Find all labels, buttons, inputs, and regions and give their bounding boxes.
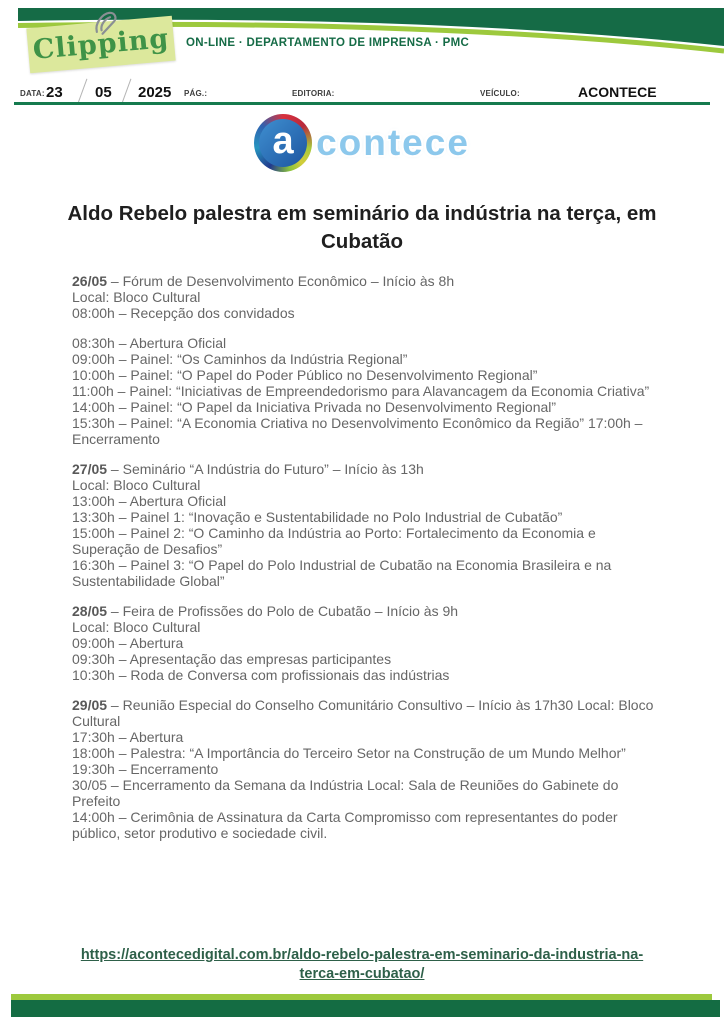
schedule-line: 09:00h – Painel: “Os Caminhos da Indústria Regional” [72,351,408,367]
schedule-line: 10:30h – Roda de Conversa com profissionais das indústrias [72,667,450,683]
department-banner: ON-LINE · DEPARTAMENTO DE IMPRENSA · PMC [186,37,470,49]
schedule-paragraph [72,273,660,321]
schedule-line: 18:00h – Palestra: “A Importância do Terceiro Setor na Construção de um Mundo Melhor” [72,745,626,761]
acontece-logo [0,114,724,172]
schedule-line: 13:00h – Abertura Oficial [72,493,227,509]
schedule-line: 11:00h – Painel: “Iniciativas de Empreendedorismo para Alavancagem da Economia Criativa” [72,383,650,399]
schedule-paragraph [72,461,660,589]
veiculo-value: ACONTECE [578,84,657,100]
schedule-paragraph [72,603,660,683]
date-day: 23 [46,84,63,101]
schedule-line: 26/05 – Fórum de Desenvolvimento Econômico – Início às 8h [72,273,455,289]
schedule-line: 08:00h – Recepção dos convidados [72,305,295,321]
schedule-line: 16:30h – Painel 3: “O Papel do Polo Industrial de Cubatão na Economia Brasileira e na Sustentabilidade Global” [72,557,612,589]
schedule-line: Local: Bloco Cultural [72,477,201,493]
source-link-wrap [62,946,662,984]
schedule-line: 17:30h – Abertura [72,729,184,745]
schedule-line: 15:00h – Painel 2: “O Caminho da Indústria ao Porto: Fortalecimento da Economia e Superação de Desafios” [72,525,596,557]
footer-bar-dark [11,1000,720,1017]
schedule-line: 30/05 – Encerramento da Semana da Indústria Local: Sala de Reuniões do Gabinete do Prefeito [72,777,619,809]
acontece-logo-word: contece [316,122,470,163]
acontece-logo-ball-icon [254,114,312,172]
schedule-line: 14:00h – Painel: “O Papel da Iniciativa Privada no Desenvolvimento Regional” [72,399,557,415]
schedule-line: 09:30h – Apresentação das empresas participantes [72,651,392,667]
acontece-logo-letter: a [259,119,307,167]
schedule-line: 08:30h – Abertura Oficial [72,335,227,351]
schedule-line: 27/05 – Seminário “A Indústria do Futuro” – Início às 13h [72,461,424,477]
veiculo-label: VEÍCULO: [480,89,520,98]
date-label: DATA: [20,89,45,98]
clipping-label: Clipping [31,23,171,66]
meta-divider [14,102,710,105]
schedule-line: 29/05 – Reunião Especial do Conselho Comunitário Consultivo – Início às 17h30 Local: Bloco Cultural [72,697,654,729]
date-year: 2025 [138,84,172,101]
schedule-line: 10:00h – Painel: “O Papel do Poder Público no Desenvolvimento Regional” [72,367,538,383]
date-slash [78,79,88,104]
schedule-line: Local: Bloco Cultural [72,289,201,305]
date-slash [122,79,132,104]
schedule-line: 09:00h – Abertura [72,635,184,651]
page-label: PÁG.: [184,89,208,98]
article-body [72,273,660,855]
editoria-label: EDITORIA: [292,89,335,98]
schedule-line: 28/05 – Feira de Profissões do Polo de Cubatão – Início às 9h [72,603,459,619]
schedule-line: 19:30h – Encerramento [72,761,219,777]
schedule-paragraph [72,697,660,841]
source-link[interactable]: https://acontecedigital.com.br/aldo-rebelo-palestra-em-seminario-da-industria-na-terca-em-cubatao/ [80,947,644,982]
schedule-line: Local: Bloco Cultural [72,619,201,635]
schedule-line: 13:30h – Painel 1: “Inovação e Sustentabilidade no Polo Industrial de Cubatão” [72,509,563,525]
date-month: 05 [95,84,112,101]
schedule-line: 15:30h – Painel: “A Economia Criativa no Desenvolvimento Econômico da Região” 17:00h – Encerramento [72,415,643,447]
meta-row [0,78,724,104]
article-title: Aldo Rebelo palestra em seminário da indústria na terça, em Cubatão [67,202,657,253]
schedule-paragraph [72,335,660,447]
schedule-line: 14:00h – Cerimônia de Assinatura da Carta Compromisso com representantes do poder público, setor produtivo e sociedade civil. [72,809,618,841]
